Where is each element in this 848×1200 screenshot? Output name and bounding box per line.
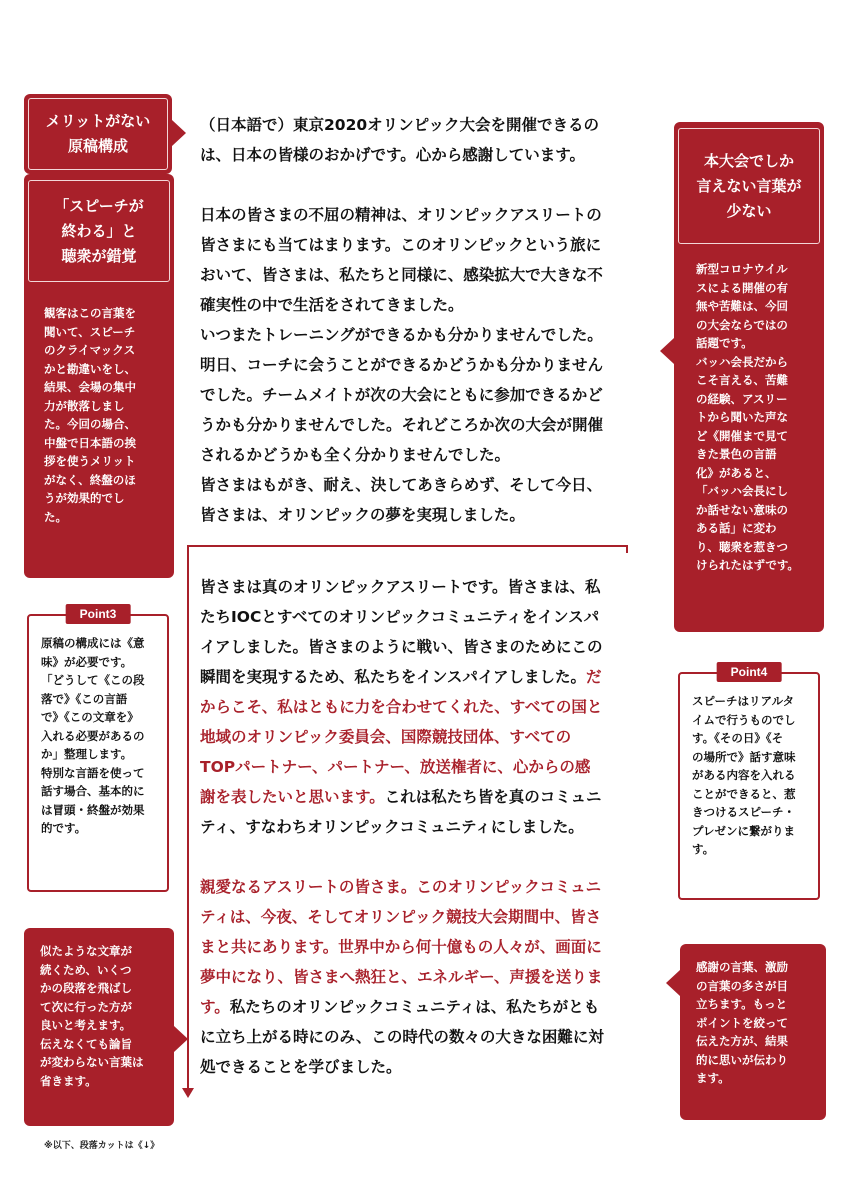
footnote: ※以下、段落カットは《↓》: [44, 1141, 160, 1151]
cut-bracket-side: [187, 545, 189, 1091]
audience-note-text: 観客はこの言葉を 聞いて、スピーチ のクライマックス かと勘違いをし、 結果、会場の集中 力が散落しまし た。今回の場合、 中盤で日本語の挨 拶を使うメリット がなく、終盤のほ うが効果的でし た。: [44, 306, 136, 524]
unique-words-arrow: [660, 338, 674, 364]
no-merit-structure-title: メリットがない 原稿構成: [45, 112, 151, 155]
misperception-title: 「スピーチが 終わる」と 聴衆が錯覚: [54, 196, 144, 265]
no-merit-structure-box: [24, 94, 172, 174]
point3-text: 原稿の構成には《意 味》が必要です。 「どうして《この段 落で》《この言語 で》《この文章を》 入れる必要があるの か」整理します。 特別な言語を使って 話す場合、基本的に は冒頭・終盤が効果 的です。: [41, 636, 145, 835]
point3-label: Point3: [66, 604, 131, 624]
unique-words-note-box: [674, 122, 824, 632]
speech-paragraph-3: 皆さまは真のオリンピックアスリートです。皆さまは、私 たちIOCとすべてのオリンピックコミュニティをインスパ イアしました。皆さまのように戦い、皆さまのためにこの 瞬間を実現するため、私たちをインスパイアしました。だ からこそ、私はともに力を合わせてくれた、すべての国と 地域のオリンピック委員会、国際競技団体、すべての TOPパートナー、パートナー、放送権者に、心からの感 謝を表したいと思います。これは私たち皆を真のコミュニ ティ、すなわちオリンピックコミュニティにしました。: [200, 578, 603, 836]
skip-note-arrow: [174, 1026, 188, 1052]
highlight-thanks-start: だ: [585, 668, 602, 686]
highlight-thanks-end: 謝を表したいと思います。: [200, 788, 385, 806]
skip-note-text: 似たような文章が 続くため、いくつ かの段落を飛ばし て次に行った方が 良いと考えます。 伝えなくても論旨 が変わらない言葉は 省きます。: [40, 944, 144, 1088]
point4-text: スピーチはリアルタ イムで行うものでし す。《その日》《そ の場所で》話す意味 がある内容を入れる ことができると、惹 きつけるスピーチ・ プレゼンに繋がりま す。: [692, 694, 796, 856]
skip-note-box: [24, 928, 174, 1126]
point3-box: [27, 607, 169, 892]
speech-text: [200, 110, 650, 1082]
no-merit-arrow: [172, 120, 186, 146]
unique-words-title: 本大会でしか 言えない言葉が 少ない: [696, 151, 802, 220]
thanks-note-arrow: [666, 970, 680, 996]
unique-words-title-box: [678, 128, 820, 244]
thanks-note-text: 感謝の言葉、激励 の言葉の多さが目 立ちます。もっと ポイントを絞って 伝えた方が、結果 的に思いが伝わり ます。: [696, 960, 788, 1085]
speech-paragraph-2: 日本の皆さまの不屈の精神は、オリンピックアスリートの 皆さまにも当てはまります。このオリンピックという旅に おいて、皆さまは、私たちと同様に、感染拡大で大きな不 確実性の中で生活をされてきました。 いつまたトレーニングができるかも分かりませんでした。 明日、コーチに会うことができるかどうかも分かりません でした。チームメイトが次の大会にともに参加できるかど うかも分かりませんでした。それどころか次の大会が開催 されるかどうかも全く分かりませんでした。 皆さまはもがき、耐え、決してあきらめず、そして今日、 皆さまは、オリンピックの夢を実現しました。: [200, 206, 604, 524]
covid-note-text: 新型コロナウイル スによる開催の有 無や苦難は、今回 の大会ならではの 話題です。 バッハ会長だから こそ言える、苦難 の経験、アスリー トから聞いた声な ど《開催まで見て きた景色の言語 化》があると、 「バッハ会長にし か話せない意味の ある話」に変わ り、聴衆を惹きつ けられたはずです。: [696, 262, 799, 572]
speech-paragraph-4: 親愛なるアスリートの皆さま。このオリンピックコミュニ ティは、今夜、そしてオリンピック競技大会期間中、皆さ まと共にあります。世界中から何十億もの人々が、画面に 夢中になり、皆さまへ熱狂と、エネルギー、声援を送りま す。私たちのオリンピックコミュニティは、私たちがとも に立ち上がる時にのみ、この時代の数々の大きな困難に対 処できることを学びました。: [200, 878, 604, 1076]
misperception-title-box: [28, 180, 170, 282]
highlight-athletes-end: す。: [200, 998, 230, 1016]
point4-label: Point4: [717, 662, 782, 682]
cut-bracket-arrow-icon: [182, 1088, 194, 1098]
thanks-note-box: [680, 944, 826, 1120]
point4-box: [678, 665, 820, 900]
misperception-note-box: [24, 174, 174, 578]
speech-paragraph-1: （日本語で）東京2020オリンピック大会を開催できるの は、日本の皆様のおかげです。心から感謝しています。: [200, 116, 600, 164]
